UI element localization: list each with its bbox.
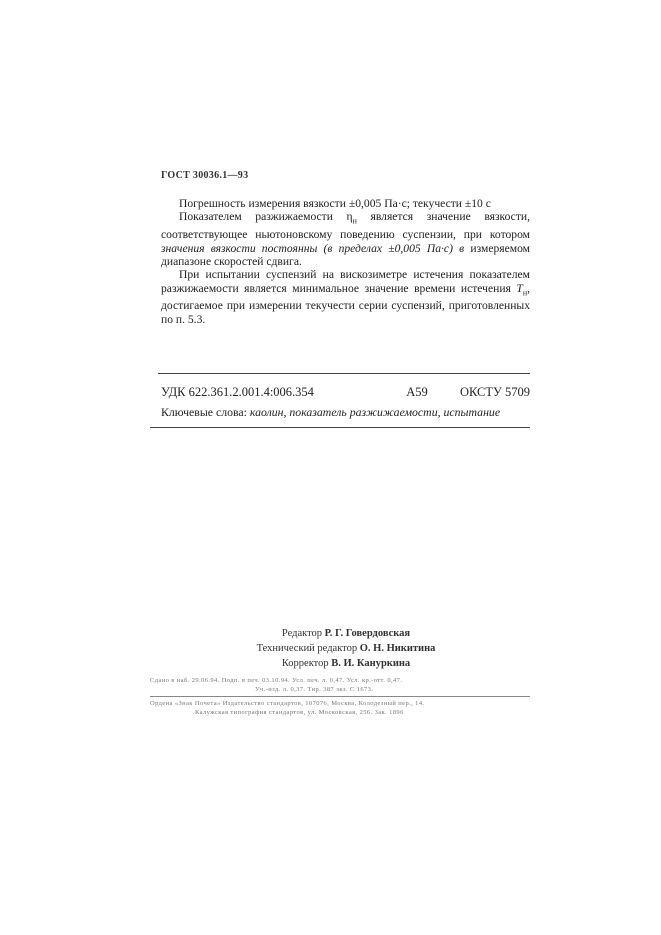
name: О. Н. Никитина <box>359 643 436 654</box>
oksty-code: ОКСТУ 5709 <box>459 385 530 399</box>
divider <box>150 427 530 428</box>
text: является значение вязкости, соответствующее ньютоновскому поведению суспензии, при котором <box>161 210 530 242</box>
corrector <box>160 656 532 671</box>
subscript: н <box>352 216 357 226</box>
keywords-label: Ключевые слова: <box>161 405 247 419</box>
classification-row <box>161 385 530 400</box>
paragraph-viscosity-index <box>161 210 530 268</box>
role: Технический редактор <box>256 643 360 654</box>
text: измеряемом диапазоне скоростей сдвига. <box>161 241 530 268</box>
staff-credits <box>160 626 532 671</box>
imprint-line-1: Сдано в наб. 29.06.94. Подп. в печ. 03.10.94. Усл. печ. л. 0,47. Усл. кр.-отт. 0,47. <box>150 677 403 684</box>
paragraph-error: Погрешность измерения вязкости ±0,005 Па·с; текучести ±10 с <box>179 197 491 210</box>
body-text <box>161 197 530 326</box>
subscript: н <box>522 288 528 298</box>
imprint-line-4: Калужская типография стандартов, ул. Московская, 256. Зак. 1896 <box>195 709 404 716</box>
group-code: А59 <box>406 385 428 399</box>
symbol: T <box>516 281 523 295</box>
text: Показателем разжижаемости η <box>179 210 353 224</box>
tech-editor <box>160 641 532 656</box>
imprint-line-3: Ордена «Знак Почета» Издательство стандартов, 107076, Москва, Колодезный пер., 14. <box>150 700 425 707</box>
divider <box>150 696 530 697</box>
divider <box>158 373 530 374</box>
paragraph-flow-time <box>161 268 530 326</box>
keywords <box>161 405 530 420</box>
imprint-line-2: Уч.-изд. л. 0,37. Тир. 387 экз. С 1673. <box>255 686 374 693</box>
italic-text: значения вязкости постоянны (в пределах ±0,005 Па·с) в <box>161 241 465 255</box>
role: Редактор <box>281 628 325 639</box>
keywords-text: каолин, показатель разжижаемости, испытание <box>246 405 501 419</box>
standard-header: ГОСТ 30036.1—93 <box>161 170 249 181</box>
name: В. И. Кануркина <box>331 658 411 669</box>
udk-code: УДК 622.361.2.001.4:006.354 <box>161 385 314 399</box>
role: Корректор <box>281 658 332 669</box>
name: Р. Г. Говердовская <box>324 628 411 639</box>
text: При испытании суспензий на вискозиметре истечения показателем разжижаемости является минимальное значение времени истечения <box>161 268 530 295</box>
editor <box>160 626 532 641</box>
text: , достигаемое при измерении текучести серии суспензий, приготовленных по п. 5.3. <box>161 281 530 326</box>
